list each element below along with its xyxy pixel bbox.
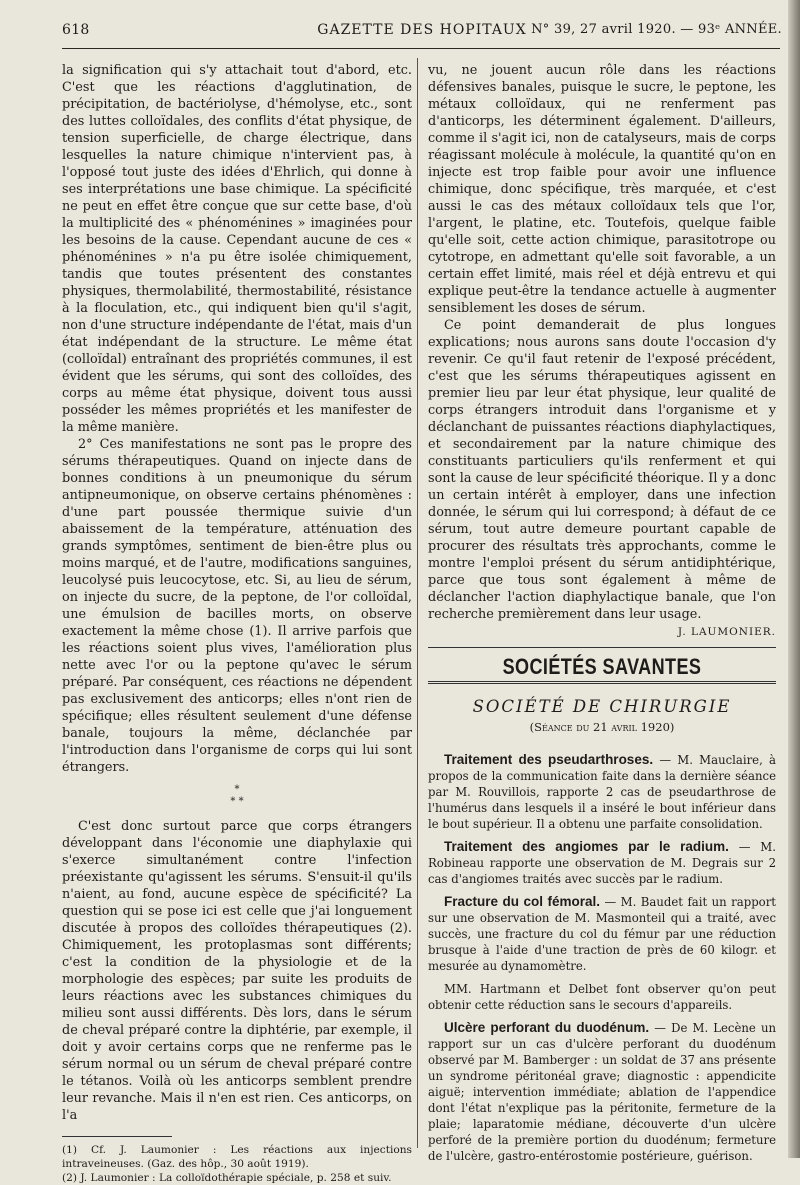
page-number: 618 [62, 22, 90, 38]
page-edge [788, 0, 800, 1158]
entry-heading: Traitement des pseudarthroses. [444, 752, 654, 767]
session-entry [428, 981, 776, 1013]
entry-body: — De M. Lecène un rapport sur un cas d'ulcère perforant du duodénum observé par M. Bamberger : un soldat de 37 ans présente un syndrome péritonéal grave; diagnostic : appendicite aiguë; intervention immédiate; ablation de l'appendice dont l'état n'explique pas la péritonite, fermeture de la plaie; laparatomie médiane, découverte d'un ulcère perforé de la première portion du duodénum; fermeture de l'ulcère, gastro-entérostomie postérieure, guérison. [428, 1021, 776, 1163]
session-entry [428, 894, 776, 974]
entry-heading: Ulcère perforant du duodénum. [444, 1020, 650, 1035]
session-date: (Séance du 21 avril 1920) [529, 720, 675, 734]
header-rule [62, 48, 780, 49]
entry-heading: Traitement des angiomes par le radium. [444, 839, 729, 854]
session-entry [428, 752, 776, 832]
left-column [62, 62, 412, 1185]
society-name: SOCIÉTÉ DE CHIRURGIE [472, 697, 732, 716]
session-entry [428, 839, 776, 887]
paragraph: vu, ne jouent aucun rôle dans les réactions défensives banales, puisque le sucre, le peptone, les métaux colloïdaux, qui ne renferment pas d'anticorps, les déterminent également. D'ailleurs, comme il s'agit ici, non de catalyseurs, mais de corps réagissant molécule à molécule, la quantité qu'on en injecte est trop faible pour avoir une influence chimique, donc spécifique, très marquée, et c'est aussi le cas des métaux colloïdaux tels que l'or, l'argent, le platine, etc. Toutefois, quelque faible qu'elle soit, cette action chimique, parasitotrope ou cytotrope, en admettant qu'elle soit favorable, a un certain effet limité, mais réel et déjà entrevu et qui explique peut-être la tendance actuelle à augmenter sensiblement les doses de sérum. [428, 63, 776, 316]
entry-body: — M. Baudet fait un rapport sur une observation de M. Masmonteil qui a traité, avec succès, une fracture du col du fémur par une réduction brusque à l'aide d'une traction de près de 60 kilogr. et mesurée au dynamomètre. [428, 895, 777, 973]
section-title: SOCIÉTÉS SAVANTES [502, 654, 702, 679]
column-divider [417, 58, 418, 1148]
entry-heading: Fracture du col fémoral. [444, 894, 601, 909]
entry-body: — M. Robineau rapporte une observation de M. Degrais sur 2 cas d'angiomes traités avec succès par le radium. [428, 840, 776, 886]
section-rule [428, 681, 776, 684]
journal-title: GAZETTE DES HOPITAUX [317, 22, 527, 38]
section-rule [428, 647, 776, 648]
entry-body: — M. Mauclaire, à propos de la communication faite dans la dernière séance par M. Rouvillois, rapporte 2 cas de pseudarthrose de l'humérus dans lesquels il a inséré le bout inférieur dans le bout supérieur. Il a obtenu une parfaite consolidation. [428, 753, 777, 831]
footnote: (2) J. Laumonier : La colloïdothérapie spéciale, p. 258 et suiv. [62, 1172, 392, 1184]
right-column [428, 62, 776, 1171]
paragraph: la signification qui s'y attachait tout d'abord, etc. C'est que les réactions d'agglutination, de précipitation, de bactériolyse, d'hémolyse, etc., sont des luttes colloïdales, des conflits d'état physique, de tension superficielle, de charge électrique, dans lesquelles la nature chimique n'intervient pas, à l'opposé tout juste des idées d'Ehrlich, qui donne à ses interprétations une base chimique. La spécificité ne peut en effet être conçue que sur cette base, d'où la multiplicité des « phénoménines » imaginées pour les besoins de la cause. Cependant aucune de ces « phénoménines » n'a pu être isolée chimiquement, tandis que toutes présentent des constantes physiques, thermolabilité, thermostabilité, résistance à la floculation, etc., qui indiquent bien qu'il s'agit, non d'une structure indépendante de l'état, mais d'un état indépendant de la structure. Le même état (colloïdal) entraînant des propriétés communes, il est évident que les sérums, qui sont des colloïdes, des corps au même état physique, doivent tous aussi posséder les mêmes propriétés et les manifester de la même manière. [62, 63, 412, 435]
paragraph: C'est donc surtout parce que corps étrangers développant dans l'économie une diaphylaxie qui s'exerce simultanément contre l'infection préexistante qu'agissent les sérums. S'ensuit-il qu'ils n'aient, au fond, aucune espèce de spécificité? La question qui se pose ici est celle que j'ai longuement discutée à propos des colloïdes thérapeutiques (2). Chimiquement, les protoplasmas sont différents; c'est la condition de la physiologie et de la morphologie des espèces; par suite les produits de leurs réactions avec les substances chimiques du milieu sont aussi différents. Dès lors, dans le sérum de cheval préparé contre la diphtérie, par exemple, il doit y avoir certains corps que ne renferme pas le sérum normal ou un sérum de cheval préparé contre le tétanos. Voilà où les anticorps semblent prendre leur revanche. Mais il n'en est rien. Ces anticorps, on l'a [62, 819, 412, 1123]
footnote-rule [62, 1136, 172, 1137]
author-signature: J. LAUMONIER. [677, 626, 776, 638]
running-header [62, 20, 782, 42]
paragraph: 2° Ces manifestations ne sont pas le propre des sérums thérapeutiques. Quand on injecte dans de bonnes conditions à un pneumonique du sérum antipneumonique, on observe certains phénomènes : d'une part poussée thermique suivie d'un abaissement de la température, atténuation des grands symptômes, sentiment de bien-être plus ou moins marqué, et de l'autre, modifications sanguines, leucolysé puis leucocytose, etc. Si, au lieu de sérum, on injecte du sucre, de la peptone, de l'or colloïdal, une émulsion de bacilles morts, on observe exactement la même chose (1). Il arrive parfois que les réactions soient plus vives, l'amélioration plus nette avec l'or ou la peptone qu'avec le sérum préparé. Par conséquent, ces réactions ne dépendent pas exclusivement des anticorps; elles n'ont rien de spécifique; elles résultent seulement d'une défense banale, toujours la même, déclanchée par l'introduction dans l'organisme de corps qui lui sont étrangers. [62, 437, 412, 775]
entry-body: MM. Hartmann et Delbet font observer qu'on peut obtenir cette réduction sans le secours d'appareils. [428, 982, 776, 1012]
paragraph: Ce point demanderait de plus longues explications; nous aurons sans doute l'occasion d'y revenir. Ce qu'il faut retenir de l'exposé précédent, c'est que les sérums thérapeutiques agissent en premier lieu par leur état physique, leur qualité de corps étrangers introduit dans l'organisme et y déclanchant de puissantes réactions diaphylactiques, et secondairement par la nature chimique des constituants particuliers qu'ils renferment et qui sont la cause de leur spécificité théorique. Il y a donc un certain intérêt à employer, dans une infection donnée, le sérum qui lui correspond; à défaut de ce sérum, tout autre demeure pourtant capable de procurer des résultats très approchants, comme le montre l'emploi présent du sérum antidiphtérique, parce que tous sont également à même de déclancher l'action diaphylactique banale, que l'on recherche premièrement dans leur usage. [428, 318, 776, 622]
footnote: (1) Cf. J. Laumonier : Les réactions aux injections intraveineuses. (Gaz. des hôp., 30 août 1919). [62, 1144, 412, 1170]
issue-info: N° 39, 27 avril 1920. — 93ᵉ ANNÉE. [531, 22, 782, 37]
asterism: * * * [230, 784, 244, 807]
session-entries [428, 752, 776, 1164]
session-entry [428, 1020, 776, 1164]
